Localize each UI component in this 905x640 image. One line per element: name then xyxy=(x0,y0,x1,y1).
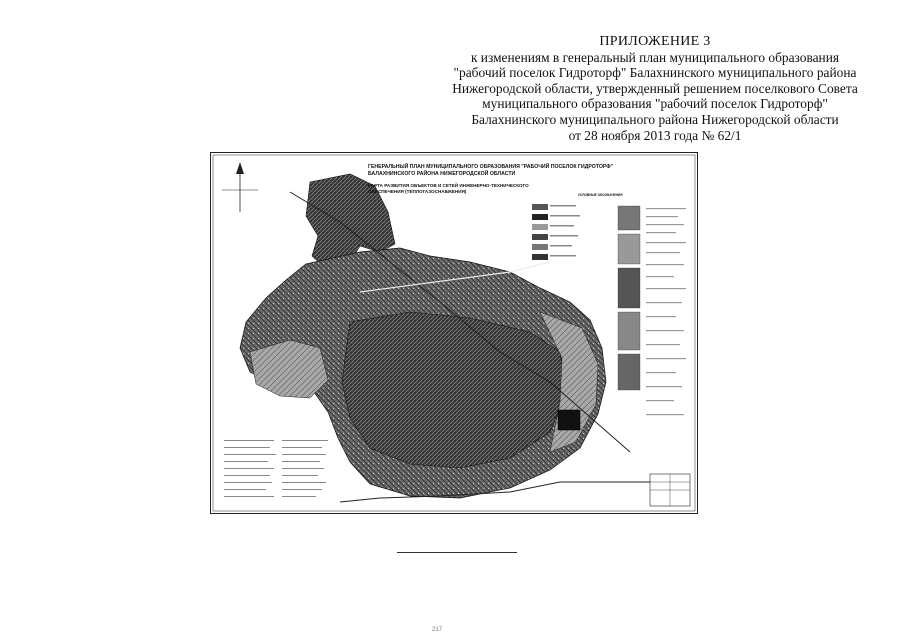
map-title-line-2: БАЛАХНИНСКОГО РАЙОНА НИЖЕГОРОДСКОЙ ОБЛАСТИ xyxy=(368,171,516,177)
master-plan-map xyxy=(210,152,698,514)
map-drawing xyxy=(210,152,698,514)
appendix-line: "рабочий поселок Гидроторф" Балахнинского муниципального района xyxy=(453,65,857,81)
legend-heading: УСЛОВНЫЕ ОБОЗНАЧЕНИЯ xyxy=(578,193,623,197)
appendix-title: ПРИЛОЖЕНИЕ 3 xyxy=(599,34,711,49)
appendix-line: муниципального образования "рабочий поселок Гидроторф" xyxy=(482,96,828,112)
appendix-line: к изменениям в генеральный план муниципального образования xyxy=(470,49,840,65)
map-subtitle-line-2: ОБЕСПЕЧЕНИЯ (ТЕПЛОГАЗОСНАБЖЕНИЯ) xyxy=(368,189,467,194)
appendix-line: Нижегородской области, утвержденный решением поселкового Совета xyxy=(452,80,858,96)
signature-line xyxy=(397,552,517,553)
map-subtitle-line-1: КАРТА РАЗВИТИЯ ОБЪЕКТОВ И СЕТЕЙ ИНЖЕНЕРНО-ТЕХНИЧЕСКОГО xyxy=(368,183,529,188)
industrial-block xyxy=(558,410,580,430)
map-title-line-1: ГЕНЕРАЛЬНЫЙ ПЛАН МУНИЦИПАЛЬНОГО ОБРАЗОВАНИЯ "РАБОЧИЙ ПОСЕЛОК ГИДРОТОРФ" xyxy=(368,164,614,170)
appendix-line: Балахнинского муниципального района Нижегородской области xyxy=(471,111,839,127)
page-mark: 217 xyxy=(432,627,443,633)
appendix-header xyxy=(395,34,905,143)
appendix-line: от 28 ноября 2013 года № 62/1 xyxy=(568,127,742,143)
